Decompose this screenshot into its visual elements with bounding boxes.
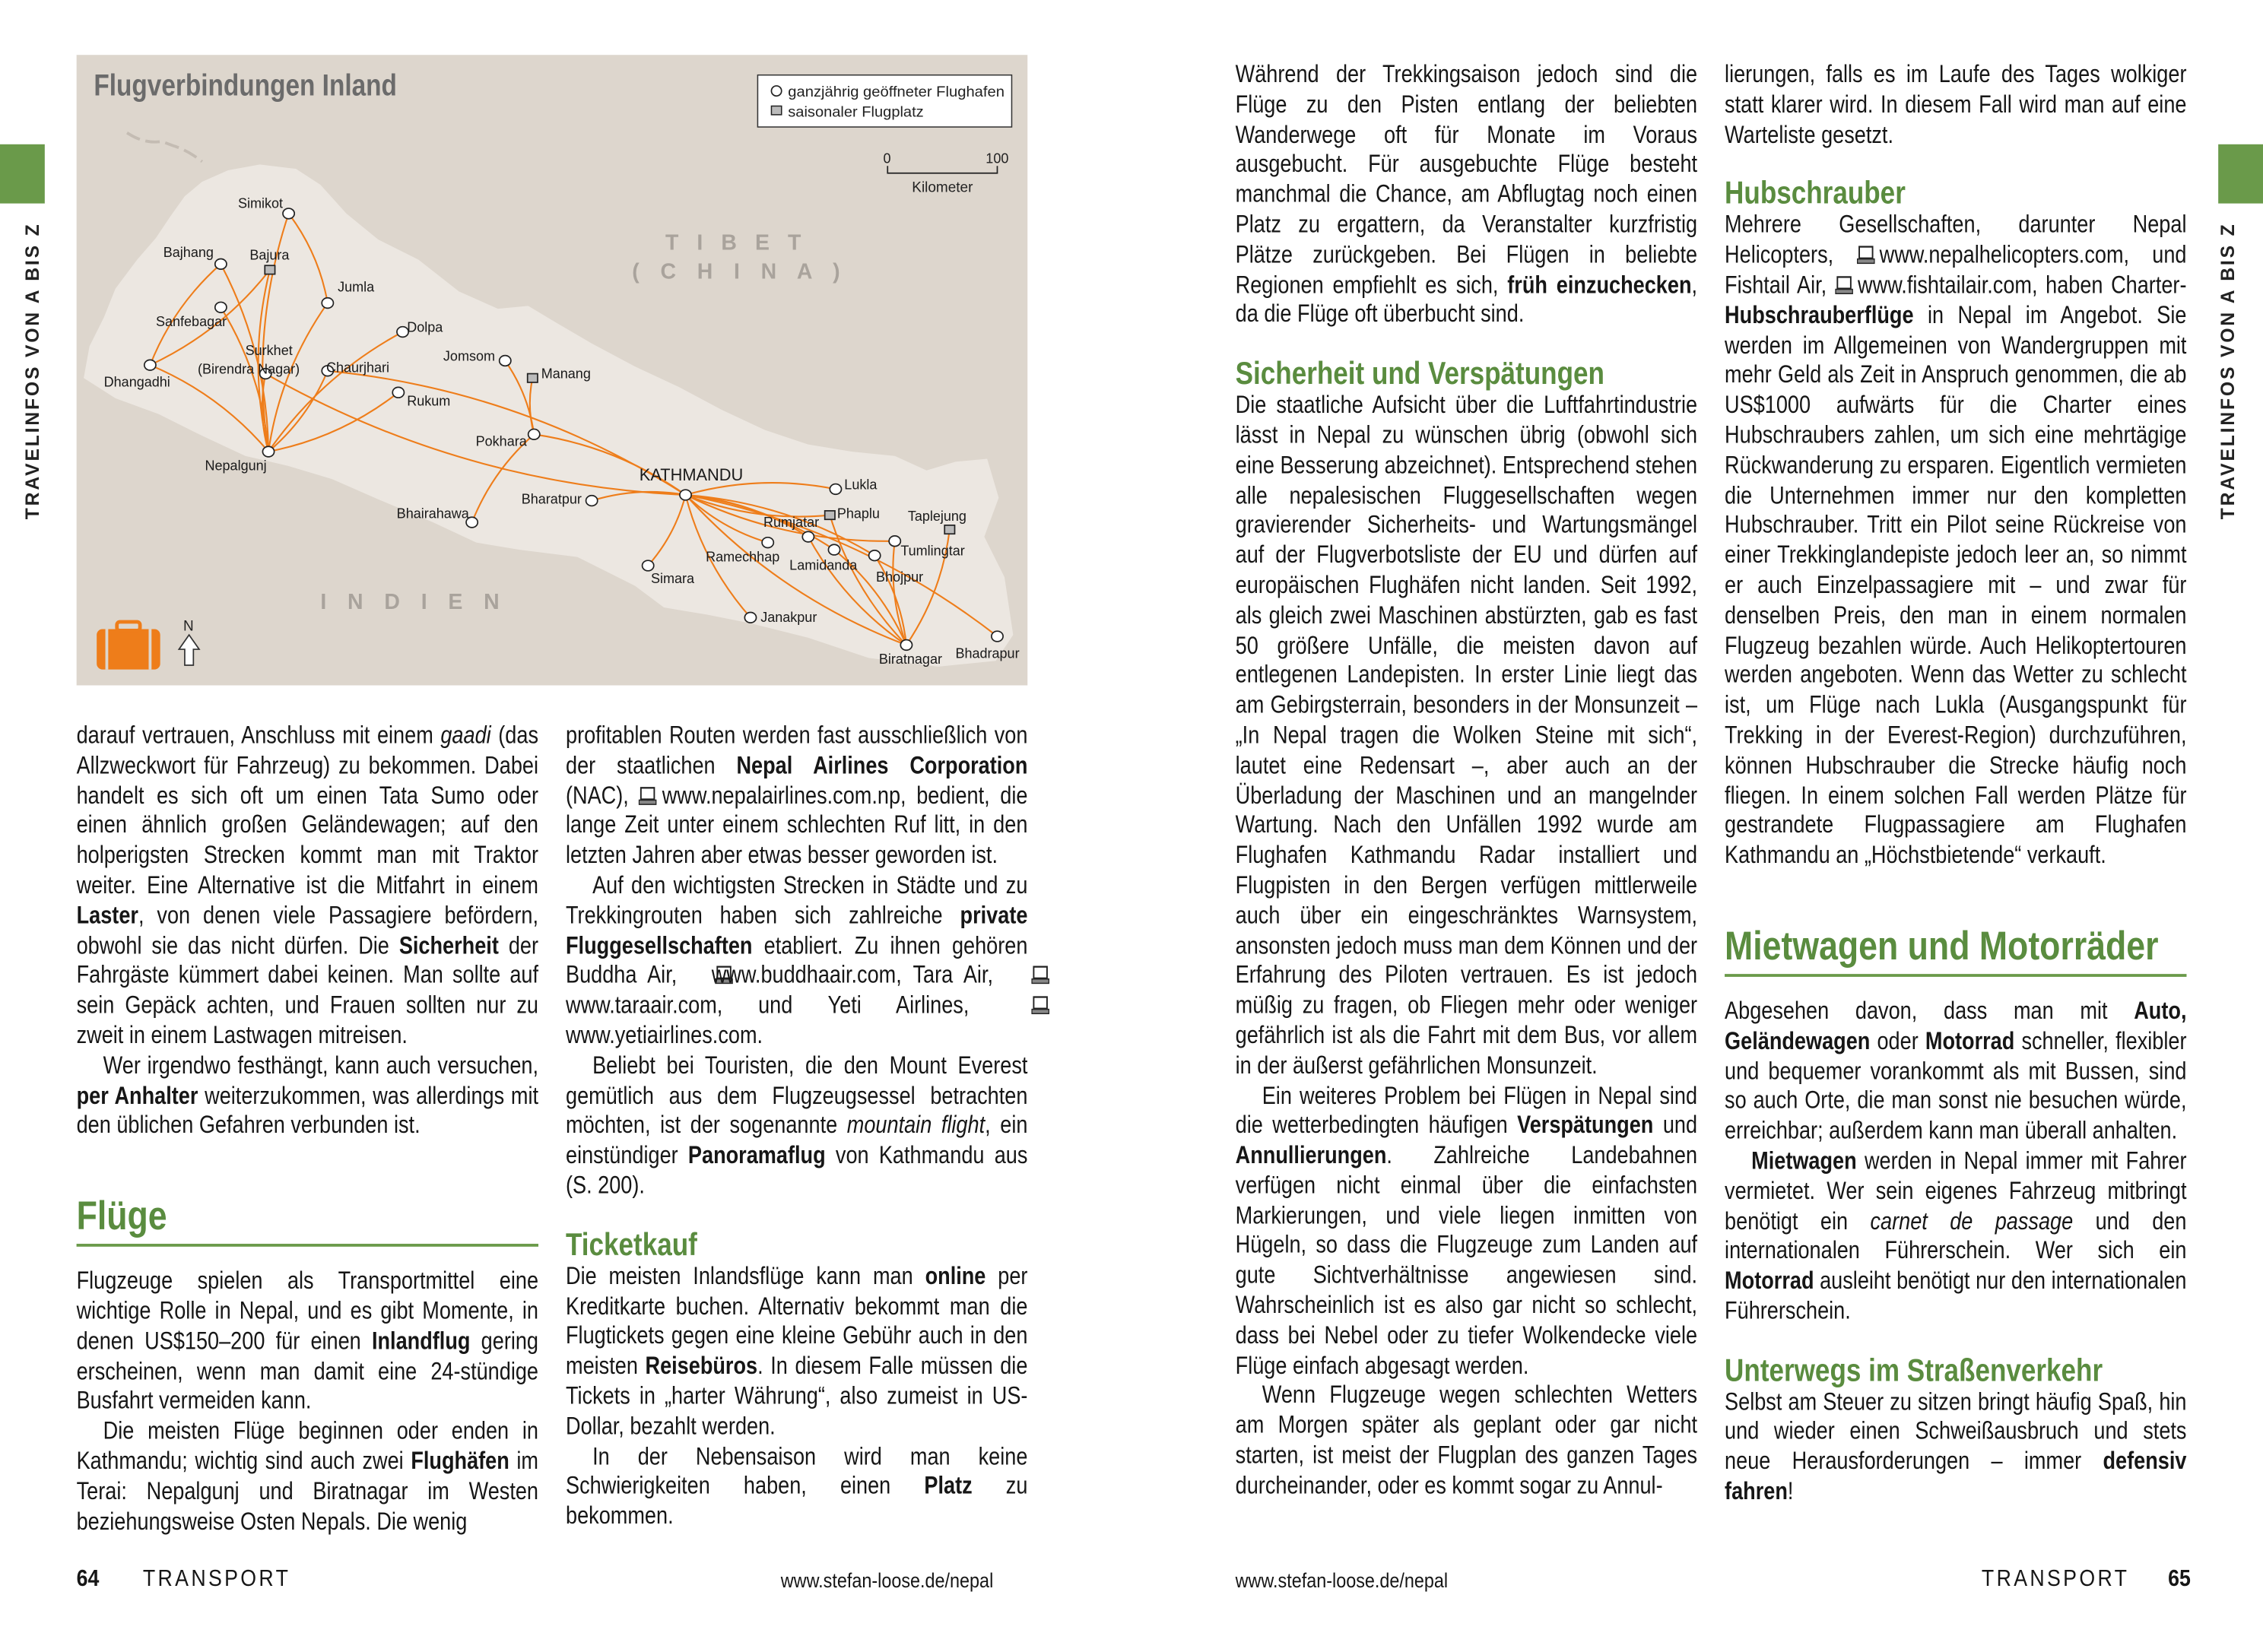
text-column-4 [1725,61,2186,1508]
legend-seasonal: saisonaler Flugplatz [788,104,924,121]
paragraph [77,1417,538,1537]
airport-marker-sanfebagar [215,302,227,312]
text-run: www.taraair.com, und Yeti Airlines, [566,991,1005,1019]
text-run: weiterzukommen, was allerdings mit den üblichen Gefahren verbunden ist. [76,1081,539,1140]
airport-label-lamidanda: Lamidanda [789,557,858,573]
airport-marker-pokhara [528,429,540,439]
text-run: In der Nebensaison wird man keine Schwierigkeiten haben, einen [566,1442,1028,1500]
airport-label-kathmandu: KATHMANDU [639,465,744,485]
text-run: werden in Nepal immer mit Fahrer vermietet. Wer sein eigenes Fahrzeug mitbringt benötigt ein [1725,1146,2187,1235]
text-run: ausleiht benötigt nur den internationalen Führerschein. [1725,1267,2187,1325]
text-run: , ein einstündiger [566,1111,1028,1169]
region-tibet: T I B E T [665,230,801,255]
airport-label-jomsom: Jomsom [443,348,496,364]
airfield-square-icon [771,106,781,115]
section-heading: Unterwegs im Straßenverkehr [1725,1351,2103,1388]
section-heading: Hubschrauber [1725,175,1906,211]
text-run: Die staatliche Aufsicht über die Luftfahrtindustrie lässt in Nepal zu wünschen übrig (obwohl sich eine Besserung abzeichnet). Entsprechend stehen alle nepalesischen Fluggesellschaften wegen gravierender Sicherheits- und Wartungsmängel auf der Flugverbotsliste der EU und dürfen auf europäischen Flughäfen nicht landen. Seit 1992, als gleich zwei Maschinen abstürzten, gab es fast 50 größere Unfälle, die meisten davon auf entlegenen Landepisten. In erster Linie liegt das am Gebirgsterrain, besonders in der Monsunzeit – „In Nepal tragen die Wolken Steine mit sich“, lautet eine Redensart –, aber auch an der Überladung der Maschinen und an mangelnder Wartung. Nach den Unfällen 1992 wurde am Flughafen Kathmandu Radar installiert und Flugpisten in den Bergen verfügen mittlerweile auch über ein eingeschränktes Warnsystem, ansonsten jedoch muss man dem Können und der Erfahrung des Piloten vertrauen. Es ist jedoch müßig zu fragen, ob Fliegen mehr oder weniger gefährlich ist als die Fahrt mit dem Bus, vor allem in der äußerst gefährlichen Monsunzeit. [1235,391,1698,1080]
airport-sublabel-surkhet: (Birendra Nagar) [198,361,300,377]
airport-label-rukum: Rukum [407,393,451,409]
paragraph [566,1262,1027,1442]
airport-label-sanfebagar: Sanfebagar [155,313,227,329]
text-run: . In diesem Falle müssen die Tickets in „harter Währung“, also zumeist in US-Dollar, bezahlt werden. [566,1352,1028,1440]
text-run: www.nepalairlines.com.np, bedient, die lange Zeit unter einem schlechten Ruf litt, in den letzten Jahren aber etwas besser geworden ist. [566,781,1028,869]
airport-marker-ramechhap [762,537,773,548]
airport-label-janakpur: Janakpur [760,610,817,626]
paragraph [566,1051,1027,1201]
text-run: www.yetiairlines.com. [566,1021,763,1049]
text-run: Selbst am Steuer zu sitzen bringt häufig Spaß, hin und wieder einen Schweißausbruch und stets neue Herausforderungen – immer [1725,1387,2187,1476]
airport-marker-bhadrapur [992,631,1003,642]
airport-label-bajura: Bajura [249,247,290,263]
airport-label-bhojpur: Bhojpur [876,569,924,585]
text-run: profitablen Routen werden fast ausschließlich von der staatlichen [566,721,1028,779]
footer-right-url[interactable]: www.stefan-loose.de/nepal [1235,1568,1449,1592]
paragraph [77,721,538,1051]
paragraph [1236,61,1697,331]
airport-label-manang: Manang [541,366,591,382]
text-run: Abgesehen davon, dass man mit [1725,997,2134,1025]
laptop-icon [1856,243,1874,262]
text-run: Auf den wichtigsten Strecken in Städte und zu Trekkingrouten haben sich zahlreiche [566,871,1028,929]
map-title: Flugverbindungen Inland [94,68,397,103]
text-run: , da die Flüge oft überbucht sind. [1235,271,1698,328]
airport-marker-simara [643,560,654,571]
text-run: Die meisten Flüge beginnen oder enden in Kathmandu; wichtig sind auch zwei [76,1417,539,1475]
airport-marker-lamidanda [828,544,840,555]
section-name: TRANSPORT [142,1567,291,1592]
airport-label-dhangadhi: Dhangadhi [103,374,170,390]
text-run: , von denen viele Passagiere befördern, obwohl sie das nicht dürfen. Die [76,901,539,959]
bold-term: Panoramaflug [687,1141,826,1169]
airport-label-biratnagar: Biratnagar [878,652,942,667]
region-china: ( C H I N A ) [632,259,840,284]
laptop-icon [1005,993,1023,1012]
airport-marker-bhojpur [869,550,881,561]
paragraph [1725,61,2186,151]
paragraph [77,1267,538,1417]
bold-term: Verspätungen [1517,1111,1654,1140]
text-run: per Kreditkarte buchen. Alternativ bekommt man die Flugtickets gegen eine kleine Gebühr auch in den meisten [566,1262,1028,1380]
airport-marker-jumla [322,298,333,309]
airport-marker-simikot [283,208,294,219]
airport-marker-nepalgunj [262,446,274,457]
flight-routes-map [77,55,1028,685]
airport-marker-bharatpur [586,496,598,506]
bold-term: Reisebüros [645,1352,758,1380]
airport-label-jumla: Jumla [338,279,375,295]
airport-marker-biratnagar [900,640,912,651]
text-run: Beliebt bei Touristen, die den Mount Everest gemütlich aus dem Flugzeugsessel betrachten möchten, ist der sogenannte [566,1051,1028,1140]
scale-zero: 0 [883,151,891,166]
airport-label-rumjatar: Rumjatar [763,514,820,530]
airport-label-dolpa: Dolpa [407,319,443,335]
paragraph [1236,1082,1697,1382]
legend-year-round: ganzjährig geöffneter Flughafen [788,84,1005,101]
text-run: Wer irgendwo festhängt, kann auch versuchen, [103,1051,539,1080]
paragraph [566,871,1027,1051]
text-run: von Kathmandu aus (S. 200). [566,1141,1028,1200]
text-run: in Nepal im Angebot. Sie werden im Allgemeinen von Wandergruppen mit mehr Geld als Zeit in Anspruch genommen, die ab US$1000 aufwärts für die Charter eines Hubschraubers zahlen, um sich eine mehrtägige Rückwanderung zu ersparen. Eigentlich vermieten die Unternehmen immer nur den kompletten Hubschrauber. Tritt ein Pilot seine Rückreise von einer Trekkinglandepiste jedoch leer an, so nimmt er auch Einzelpassagiere mit – und zwar für denselben Preis, den man in einem normalen Flugzeug bezahlen würde. Auch Helikoptertouren werden angeboten. Wenn das Wetter zu schlecht ist, um Flüge nach Lukla (Ausgangspunkt für Trekking in der Everest-Region) durchzuführen, können Hubschrauber die Strecke häufig noch fliegen. In einem solchen Fall werden Plätze für gestrandete Flugpassagiere am Flughafen Kathmandu an „Höchstbietende“ verkauft. [1725,301,2187,869]
text-run: (das Allzweckwort für Fahrzeug) zu bekommen. Dabei handelt es sich oft um einen Tata Sumo oder einen ähnlich großen Geländewagen; auf den holperigsten Strecken kommt man mit Traktor weiter. Eine Alternative ist die Mitfahrt in einem [76,721,539,899]
airport-label-lukla: Lukla [844,477,878,493]
laptop-icon [688,963,706,982]
text-run: etabliert. Zu ihnen gehören Buddha Air, [566,931,1028,989]
bold-term: Sicherheit [398,931,499,959]
airport-label-tumlingtar: Tumlingtar [900,543,965,559]
airport-label-taplejung: Taplejung [907,509,966,525]
text-run: im Terai: Nepalgunj und Biratnagar im Westen beziehungsweise Osten Nepals. Die wenig [76,1447,539,1535]
text-run: gering erscheinen, wenn man damit eine 24-stündige Busfahrt vermeiden kann. [76,1327,539,1415]
laptop-icon [1005,963,1023,982]
airport-marker-bajura [265,265,275,274]
section-heading: Sicherheit und Verspätungen [1235,355,1604,392]
page-number: 65 [2168,1567,2191,1592]
text-run: Die meisten Inlandsflüge kann man [566,1262,925,1290]
thumb-tab-left[interactable] [0,144,45,204]
bold-term: private Fluggesellschaften [566,901,1028,959]
paragraph [1725,1387,2186,1508]
text-run: oder [1870,1026,1925,1054]
footer-left-url[interactable]: www.stefan-loose.de/nepal [780,1568,994,1592]
region-india: I N D I E N [320,589,500,614]
text-run: der Fahrgäste kümmert dabei keinen. Man sollte auf sein Gepäck achten, und Frauen sollten nur zu zweit in einem Lastwagen mitreisen. [76,931,539,1049]
thumb-tab-right[interactable] [2218,144,2263,204]
text-run: www.nepalhelicopters.com, und Fishtail Air, [1725,241,2187,299]
text-run: www.buddhaair.com, Tara Air, [711,961,1005,989]
section-name: TRANSPORT [1981,1567,2130,1592]
paragraph [1236,392,1697,1082]
airport-label-bajhang: Bajhang [163,244,214,260]
bold-term: per Anhalter [76,1081,198,1109]
bold-term: früh einzuchecken [1507,271,1692,299]
airport-marker-janakpur [744,612,756,623]
paragraph [1725,1147,2186,1327]
footer-left [77,1565,291,1594]
laptop-icon [1835,273,1853,292]
text-run: Mehrere Gesellschaften, darunter Nepal Helicopters, [1725,211,2187,269]
airport-label-bharatpur: Bharatpur [521,491,582,507]
bold-term: Motorrad [1925,1026,2015,1054]
airport-label-bhadrapur: Bhadrapur [955,645,1020,661]
section-heading: Mietwagen und Motorräder [1725,924,2186,976]
text-run: Ein weiteres Problem bei Flügen in Nepal sind die wetterbedingten häufigen [1235,1081,1698,1140]
scale-max: 100 [986,151,1009,166]
bold-term: Mietwagen [1751,1146,1857,1175]
text-run: . Zahlreiche Landebahnen verfügen nicht einmal über die einfachsten Markierungen, und viele liegen inmitten von Hügeln, so dass die Flugzeuge zum Landen auf gute Sichtverhältnisse angewiesen sind. Wahrscheinlich ist es also gar nicht so schlecht, dass bei Nebel oder zu tiefer Wolkendecke viele Flüge einfach abgesagt werden. [1235,1141,1698,1379]
airport-label-simara: Simara [650,570,695,586]
italic-term: mountain flight [846,1111,986,1140]
paragraph [1236,1381,1697,1501]
text-column-1 [77,721,538,1537]
section-heading: Flüge [77,1195,538,1247]
thumb-tab-label-right: TRAVELINFOS VON A BIS Z [2217,222,2239,520]
bold-term: online [925,1262,986,1290]
bold-term: Flughäfen [411,1447,509,1475]
airport-label-pokhara: Pokhara [475,433,527,449]
airport-label-ramechhap: Ramechhap [706,549,780,565]
airport-label-simikot: Simikot [237,195,284,211]
airport-marker-jomsom [500,356,511,366]
paragraph [566,1442,1027,1532]
text-run: (NAC), [566,781,640,809]
map-legend [757,75,1011,127]
paragraph [77,1051,538,1141]
section-heading: Ticketkauf [566,1226,697,1263]
text-run: lierungen, falls es im Laufe des Tages wolkiger statt klarer wird. In diesem Fall wird man auf eine Warteliste gesetzt. [1725,60,2187,148]
footer-right [1982,1565,2191,1594]
airport-label-bhairahawa: Bhairahawa [396,506,469,522]
airport-label-surkhet: Surkhet [245,342,293,358]
paragraph [566,721,1027,871]
airport-marker-rumjatar [802,531,814,542]
text-run: zu bekommen. [566,1472,1028,1530]
bold-term: Annullierungen [1235,1141,1387,1169]
airport-marker-manang [528,374,538,382]
airport-marker-tumlingtar [889,536,900,547]
paragraph [1725,211,2186,871]
airport-marker-dhangadhi [144,360,156,370]
airport-marker-phaplu [825,511,835,519]
paragraph [1725,997,2186,1146]
airport-label-chaurjhari: Chaurjhari [325,360,390,376]
text-column-2 [566,721,1027,1533]
italic-term: carnet de passage [1870,1206,2074,1235]
airport-label-phaplu: Phaplu [836,506,880,522]
airport-marker-taplejung [944,525,954,534]
airport-circle-icon [771,86,781,96]
text-run: ! [1787,1477,1794,1505]
text-run: darauf vertrauen, Anschluss mit einem [76,721,441,750]
text-run: Flugzeuge spielen als Transportmittel eine wichtige Rolle in Nepal, und es gibt Momente, in denen US$150–200 für einen [76,1267,539,1355]
bold-term: Auto, Geländewagen [1725,997,2187,1054]
text-run: www.fishtailair.com, haben Charter- [1858,271,2187,299]
bold-term: defensiv fahren [1725,1447,2187,1505]
airport-marker-rukum [392,387,404,398]
italic-term: gaadi [440,721,491,750]
text-run: und den internationalen Führerschein. Wer sich ein [1725,1206,2187,1265]
north-label: N [183,618,194,635]
thumb-tab-label-left: TRAVELINFOS VON A BIS Z [21,222,43,520]
text-column-3 [1236,61,1697,1501]
text-run: und [1653,1111,1698,1140]
airport-marker-lukla [830,484,841,495]
airport-marker-kathmandu [680,490,691,500]
airport-label-nepalgunj: Nepalgunj [205,458,267,474]
bold-term: Platz [924,1472,973,1500]
text-run: schneller, flexibler und bequemer vorankommt als mit Bussen, sind so auch Orte, die man sonst nie besuchen würde, erreichbar; außerdem kann man überall anhalten. [1725,1026,2187,1145]
text-run: Wenn Flugzeuge wegen schlechten Wetters am Morgen später als geplant oder gar nicht starten, ist meist der Flugplan des ganzen Tages durcheinander, oder es kommt sogar zu Annul- [1235,1381,1698,1499]
bold-term: Hubschrauberflüge [1725,301,1914,329]
text-run: Während der Trekkingsaison jedoch sind die Flüge zu den Pisten entlang der beliebten Wanderwege oft für Monate im Voraus ausgebucht. Für ausgebuchte Flüge besteht manchmal die Chance, am Abflugtag noch einen Platz zu ergattern, da Veranstalter kurzfristig Plätze zurückgeben. Bei Flügen in beliebte Regionen empfiehlt es sich, [1235,60,1698,299]
airport-marker-bajhang [215,258,227,269]
bold-term: Inlandflug [371,1327,471,1355]
bold-term: Nepal Airlines Corporation [736,751,1028,779]
scale-unit: Kilometer [912,179,973,196]
bold-term: Laster [76,901,138,929]
page-number: 64 [76,1567,100,1592]
bold-term: Motorrad [1725,1267,1814,1295]
laptop-icon [639,783,657,802]
